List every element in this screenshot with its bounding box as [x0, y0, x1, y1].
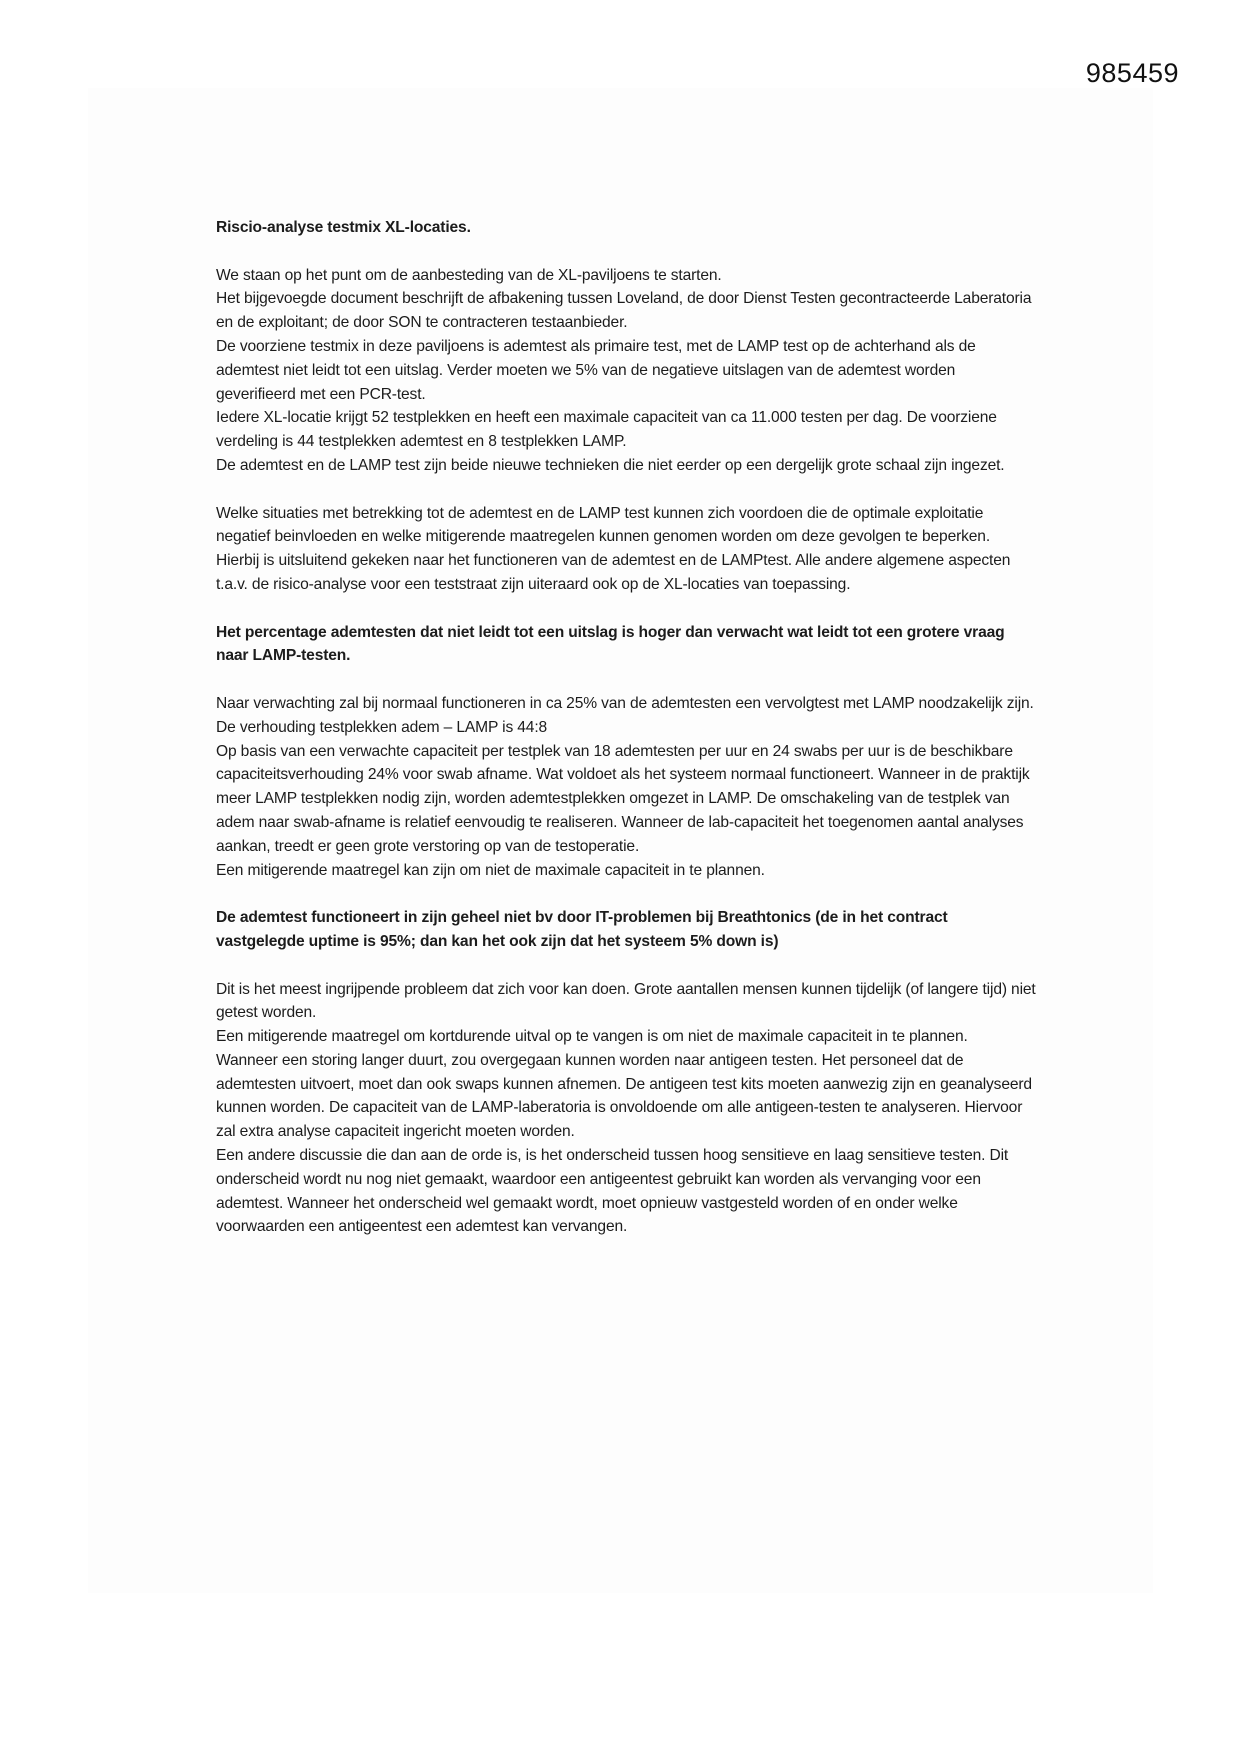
section-heading-lamp-demand: Het percentage ademtesten dat niet leidt tot een uitslag is hoger dan verwacht wat leidt tot een grotere vraag naar LAMP-testen. — [216, 623, 1005, 665]
section-line: Een andere discussie die dan aan de orde is, is het onderscheid tussen hoog sensitieve en laag sensitieve testen. Dit onderscheid wordt nu nog niet gemaakt, waardoor een antigeentest gebruikt kan worden als vervanging voor een ademtest. Wanneer het onderscheid wel gemaakt wordt, moet opnieuw vastgesteld worden of en onder welke voorwaarden een antigeentest een ademtest kan vervangen. — [216, 1147, 1009, 1236]
intro-line: Iedere XL-locatie krijgt 52 testplekken en heeft een maximale capaciteit van ca 11.000 testen per dag. De voorziene verdeling is 44 testplekken ademtest en 8 testplekken LAMP. — [216, 409, 997, 451]
question-line: Welke situaties met betrekking tot de ademtest en de LAMP test kunnen zich voordoen die de optimale exploitatie negatief beinvloeden en welke mitigerende maatregelen kunnen genomen worden om deze gevolgen te beperken. Hierbij is uitsluitend gekeken naar het functioneren van de ademtest en de LAMPtest. Alle andere algemene aspecten t.a.v. de risico-analyse voor een teststraat zijn uiteraard ook op de XL-locaties van toepassing. — [216, 504, 1011, 593]
document-title: Riscio-analyse testmix XL-locaties. — [216, 219, 471, 236]
section-line: Een mitigerende maatregel kan zijn om niet de maximale capaciteit in te plannen. — [216, 861, 765, 879]
intro-paragraph — [216, 264, 1036, 478]
section-line: Dit is het meest ingrijpende probleem dat zich voor kan doen. Grote aantallen mensen kunnen tijdelijk (of langere tijd) niet getest worden. — [216, 980, 1036, 1022]
section-line: Een mitigerende maatregel om kortdurende uitval op te vangen is om niet de maximale capaciteit in te plannen. — [216, 1028, 968, 1046]
document-id: 985459 — [1085, 58, 1179, 88]
section-line: Wanneer een storing langer duurt, zou overgegaan kunnen worden naar antigeen testen. Het personeel dat de ademtesten uitvoert, moet dan ook swaps kunnen afnemen. De antigeen test kits moeten aanwezig zijn en geanalyseerd kunnen worden. De capaciteit van de LAMP-laberatoria is onvoldoende om alle antigeen-testen te analyseren. Hiervoor zal extra analyse capaciteit ingericht moeten worden. — [216, 1051, 1032, 1141]
section-heading-ademtest-failure: De ademtest functioneert in zijn geheel niet bv door IT-problemen bij Breathtonics (de in het contract vastgelegde uptime is 95%; dan kan het ook zijn dat het systeem 5% down is) — [216, 909, 948, 950]
section-body-lamp-demand — [216, 692, 1036, 882]
intro-line: Het bijgevoegde document beschrijft de afbakening tussen Loveland, de door Dienst Testen gecontracteerde Laberatoria en de exploitant; de door SON te contracteren testaanbieder. — [216, 290, 1032, 332]
section-line: Op basis van een verwachte capaciteit per testplek van 18 ademtesten per uur en 24 swabs per uur is de beschikbare capaciteitsverhouding 24% voor swab afname. Wat voldoet als het systeem normaal functioneert. Wanneer in de praktijk meer LAMP testplekken nodig zijn, worden ademtestplekken omgezet in LAMP. De omschakeling van de testplek van adem naar swab-afname is relatief eenvoudig te realiseren. Wanneer de lab-capaciteit het toegenomen aantal analyses aankan, treedt er geen grote verstoring op van de testoperatie. — [216, 742, 1030, 855]
intro-line: De voorziene testmix in deze paviljoens is ademtest als primaire test, met de LAMP test op de achterhand als de ademtest niet leidt tot een uitslag. Verder moeten we 5% van de negatieve uitslagen van de ademtest worden geverifieerd met een PCR-test. — [216, 337, 976, 403]
question-paragraph — [216, 502, 1036, 597]
intro-line: We staan op het punt om de aanbesteding van de XL-paviljoens te starten. — [216, 266, 722, 284]
section-line: Naar verwachting zal bij normaal functioneren in ca 25% van de ademtesten een vervolgtest met LAMP noodzakelijk zijn. De verhouding testplekken adem – LAMP is 44:8 — [216, 694, 1034, 736]
section-body-ademtest-failure — [216, 978, 1036, 1240]
document-body — [216, 216, 1036, 1263]
intro-line: De ademtest en de LAMP test zijn beide nieuwe technieken die niet eerder op een dergelijk grote schaal zijn ingezet. — [216, 456, 1005, 474]
